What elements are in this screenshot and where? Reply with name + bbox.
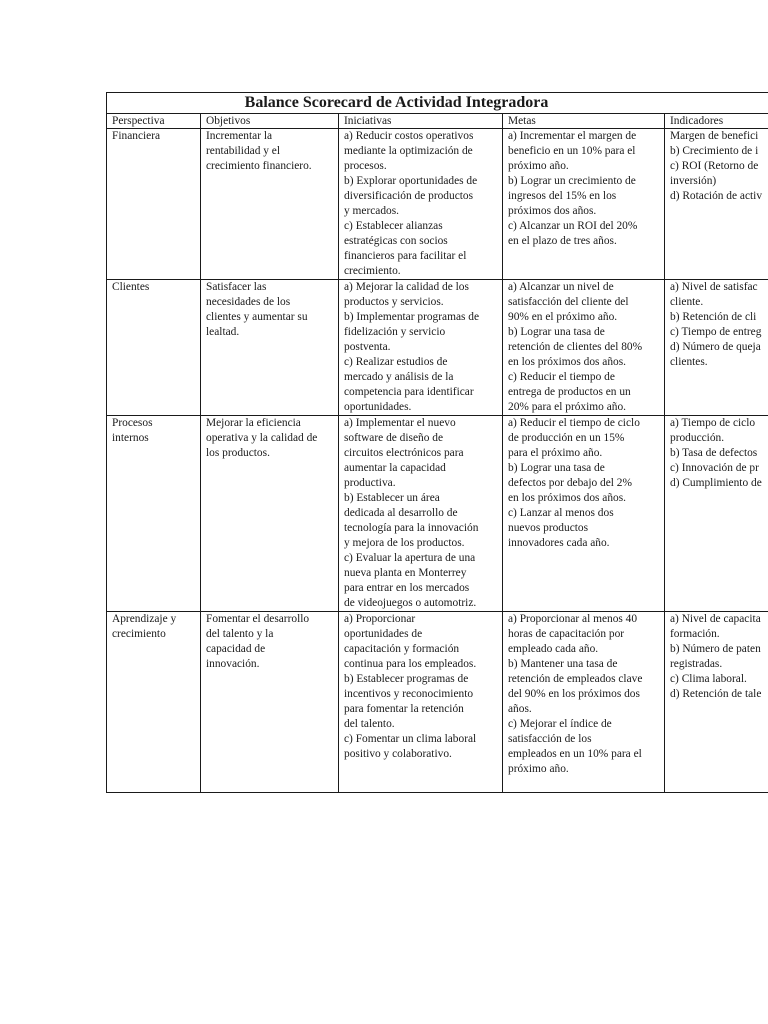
cell-iniciativas [339, 612, 503, 793]
cell-metas [503, 129, 665, 280]
table-row [107, 129, 768, 280]
cell-text: a) Incrementar el margen de beneficio en un 10% para el próximo año. b) Lograr un crecimiento de ingresos del 15% en los próximos dos años. c) Alcanzar un ROI del 20% en el plazo de tres años. [508, 130, 638, 247]
cell-perspectiva [107, 129, 201, 280]
cell-objetivos [201, 612, 339, 793]
table-row [107, 280, 768, 416]
cell-iniciativas [339, 416, 503, 612]
cell-indicadores [665, 612, 768, 793]
cell-text: a) Proporcionar oportunidades de capacitación y formación continua para los empleados. b) Establecer programas de incentivos y reconocimiento para fomentar la retención del talento. c) Fomentar un clima laboral positivo y colaborativo. [344, 613, 477, 760]
cell-objetivos [201, 129, 339, 280]
cell-text: Financiera [112, 130, 161, 142]
cell-perspectiva [107, 280, 201, 416]
title-row [107, 93, 768, 114]
cell-text: Mejorar la eficiencia operativa y la calidad de los productos. [206, 417, 318, 459]
header-iniciativas: Iniciativas [339, 114, 503, 129]
balance-scorecard-table [106, 92, 768, 793]
cell-text: Clientes [112, 281, 150, 293]
table-title: Balance Scorecard de Actividad Integradora [107, 93, 768, 114]
cell-text: Satisfacer las necesidades de los clientes y aumentar su lealtad. [206, 281, 308, 338]
cell-text: a) Tiempo de ciclo producción. b) Tasa de defectos c) Innovación de pr d) Cumplimiento de [670, 417, 762, 489]
cell-metas [503, 416, 665, 612]
cell-text: a) Proporcionar al menos 40 horas de capacitación por empleado cada año. b) Mantener una tasa de retención de empleados clave del 90% en los próximos dos años. c) Mejorar el índice de satisfacción de los empleados en un 10% para el próximo año. [508, 613, 643, 775]
cell-indicadores [665, 129, 768, 280]
cell-text: Incrementar la rentabilidad y el crecimiento financiero. [206, 130, 312, 172]
table-row [107, 416, 768, 612]
cell-text: a) Reducir el tiempo de ciclo de producción en un 15% para el próximo año. b) Lograr una tasa de defectos por debajo del 2% en los próximos dos años. c) Lanzar al menos dos nuevos productos innovadores cada año. [508, 417, 640, 549]
header-metas: Metas [503, 114, 665, 129]
cell-text: a) Reducir costos operativos mediante la optimización de procesos. b) Explorar oportunidades de diversificación de productos y mercados. c) Establecer alianzas estratégicas con socios financieros para facilitar el crecimiento. [344, 130, 478, 277]
cell-text: a) Alcanzar un nivel de satisfacción del cliente del 90% en el próximo año. b) Lograr una tasa de retención de clientes del 80% en los próximos dos años. c) Reducir el tiempo de entrega de productos en un 20% para el próximo año. [508, 281, 643, 413]
cell-metas [503, 612, 665, 793]
cell-text: Margen de benefici b) Crecimiento de i c) ROI (Retorno de inversión) d) Rotación de activ [670, 130, 763, 202]
cell-objetivos [201, 280, 339, 416]
cell-objetivos [201, 416, 339, 612]
header-row [107, 114, 768, 129]
cell-text: a) Nivel de satisfac cliente. b) Retención de cli c) Tiempo de entreg d) Número de queja clientes. [670, 281, 762, 368]
cell-indicadores [665, 416, 768, 612]
cell-text: Procesos internos [112, 417, 153, 444]
cell-iniciativas [339, 129, 503, 280]
cell-text: Fomentar el desarrollo del talento y la capacidad de innovación. [206, 613, 310, 670]
cell-perspectiva [107, 416, 201, 612]
header-indicadores: Indicadores [665, 114, 768, 129]
cell-text: a) Mejorar la calidad de los productos y servicios. b) Implementar programas de fidelización y servicio postventa. c) Realizar estudios de mercado y análisis de la competencia para identificar oportunidades. [344, 281, 480, 413]
cell-iniciativas [339, 280, 503, 416]
cell-indicadores [665, 280, 768, 416]
cell-text: a) Implementar el nuevo software de diseño de circuitos electrónicos para aumentar la capacidad productiva. b) Establecer un área dedicada al desarrollo de tecnología para la innovación y mejora de los productos. c) Evaluar la apertura de una nueva planta en Monterrey para entrar en los mercados de videojuegos o automotriz. [344, 417, 479, 609]
header-objetivos: Objetivos [201, 114, 339, 129]
header-perspectiva: Perspectiva [107, 114, 201, 129]
cell-text: a) Nivel de capacita formación. b) Número de paten registradas. c) Clima laboral. d) Retención de tale [670, 613, 762, 700]
table-row [107, 612, 768, 793]
cell-text: Aprendizaje y crecimiento [112, 613, 177, 640]
cell-metas [503, 280, 665, 416]
cell-perspectiva [107, 612, 201, 793]
